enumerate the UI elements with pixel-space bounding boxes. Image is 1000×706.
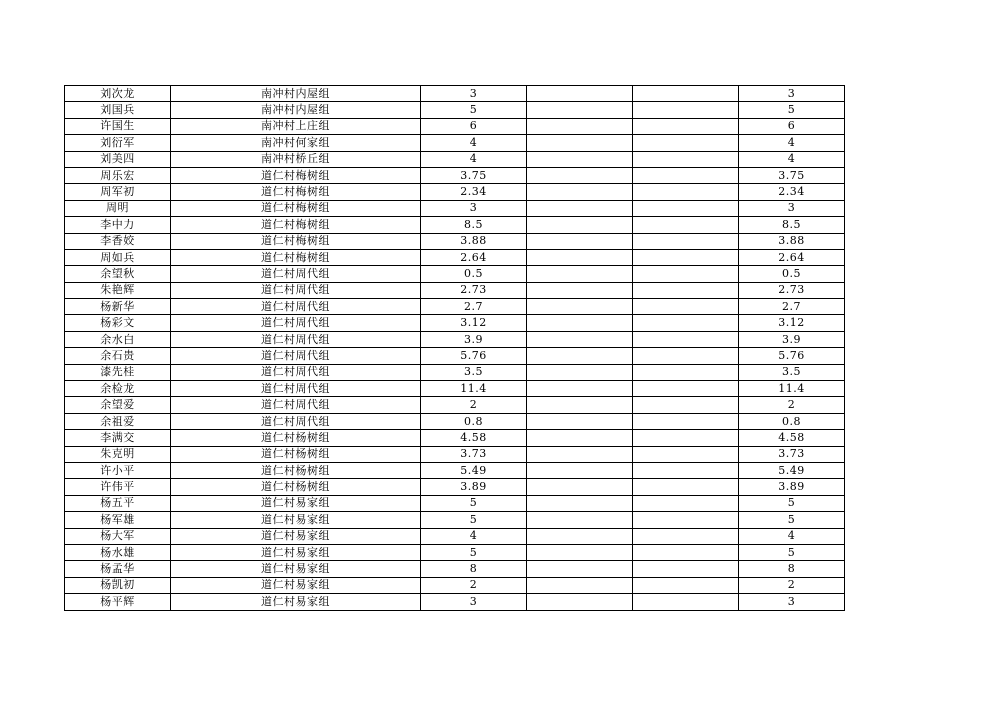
cell-value: 5 (421, 102, 527, 118)
cell-value: 3.73 (421, 446, 527, 462)
cell-name: 许小平 (65, 462, 171, 478)
cell-total: 8.5 (739, 217, 845, 233)
cell-value: 5 (421, 512, 527, 528)
cell-value: 8 (421, 561, 527, 577)
cell-total: 5 (739, 102, 845, 118)
cell-name: 杨新华 (65, 299, 171, 315)
cell-total: 5.76 (739, 348, 845, 364)
cell-name: 杨平辉 (65, 594, 171, 610)
cell-location: 道仁村周代组 (171, 413, 421, 429)
cell-name: 杨孟华 (65, 561, 171, 577)
table-row (65, 151, 845, 167)
cell-empty (527, 135, 633, 151)
cell-location: 道仁村易家组 (171, 528, 421, 544)
cell-empty (633, 462, 739, 478)
cell-empty (527, 200, 633, 216)
cell-empty (527, 102, 633, 118)
cell-total: 3 (739, 200, 845, 216)
cell-name: 杨凯初 (65, 577, 171, 593)
cell-empty (527, 364, 633, 380)
cell-empty (633, 315, 739, 331)
cell-empty (527, 315, 633, 331)
cell-location: 道仁村梅树组 (171, 167, 421, 183)
cell-value: 4 (421, 528, 527, 544)
cell-empty (633, 299, 739, 315)
cell-location: 道仁村易家组 (171, 544, 421, 560)
cell-value: 0.8 (421, 413, 527, 429)
cell-location: 道仁村周代组 (171, 282, 421, 298)
cell-empty (527, 430, 633, 446)
cell-location: 道仁村梅树组 (171, 184, 421, 200)
cell-empty (633, 479, 739, 495)
table-row (65, 184, 845, 200)
cell-total: 3.73 (739, 446, 845, 462)
cell-name: 周如兵 (65, 249, 171, 265)
cell-total: 3.75 (739, 167, 845, 183)
cell-empty (527, 217, 633, 233)
cell-value: 3 (421, 200, 527, 216)
cell-empty (633, 364, 739, 380)
cell-name: 漆先桂 (65, 364, 171, 380)
cell-value: 3.75 (421, 167, 527, 183)
cell-location: 道仁村周代组 (171, 348, 421, 364)
cell-total: 0.8 (739, 413, 845, 429)
cell-value: 4 (421, 135, 527, 151)
cell-empty (633, 118, 739, 134)
cell-empty (633, 135, 739, 151)
cell-total: 6 (739, 118, 845, 134)
cell-name: 李香姣 (65, 233, 171, 249)
cell-empty (527, 184, 633, 200)
cell-name: 李满交 (65, 430, 171, 446)
table-row (65, 266, 845, 282)
table-row (65, 495, 845, 511)
cell-name: 余望秋 (65, 266, 171, 282)
cell-empty (527, 167, 633, 183)
table-row (65, 249, 845, 265)
cell-empty (527, 561, 633, 577)
table-row (65, 594, 845, 610)
cell-empty (527, 462, 633, 478)
cell-empty (633, 331, 739, 347)
cell-location: 道仁村梅树组 (171, 217, 421, 233)
cell-total: 5 (739, 512, 845, 528)
cell-name: 许伟平 (65, 479, 171, 495)
cell-location: 南冲村上庄组 (171, 118, 421, 134)
cell-total: 3.9 (739, 331, 845, 347)
cell-name: 杨大军 (65, 528, 171, 544)
cell-value: 5.76 (421, 348, 527, 364)
table-row (65, 167, 845, 183)
cell-name: 杨五平 (65, 495, 171, 511)
cell-location: 道仁村易家组 (171, 577, 421, 593)
cell-location: 道仁村周代组 (171, 331, 421, 347)
table-row (65, 512, 845, 528)
cell-total: 3.5 (739, 364, 845, 380)
cell-total: 4 (739, 135, 845, 151)
table-row (65, 299, 845, 315)
cell-empty (633, 528, 739, 544)
cell-location: 道仁村梅树组 (171, 233, 421, 249)
cell-value: 2 (421, 397, 527, 413)
cell-name: 余检龙 (65, 381, 171, 397)
cell-location: 道仁村易家组 (171, 495, 421, 511)
cell-empty (527, 544, 633, 560)
cell-total: 3.12 (739, 315, 845, 331)
cell-value: 2.73 (421, 282, 527, 298)
cell-name: 李中力 (65, 217, 171, 233)
table-row (65, 577, 845, 593)
cell-name: 许国生 (65, 118, 171, 134)
cell-empty (527, 495, 633, 511)
cell-empty (633, 151, 739, 167)
cell-empty (633, 86, 739, 102)
cell-value: 4 (421, 151, 527, 167)
cell-location: 道仁村易家组 (171, 512, 421, 528)
cell-name: 杨彩文 (65, 315, 171, 331)
cell-value: 5 (421, 544, 527, 560)
cell-total: 2 (739, 577, 845, 593)
cell-name: 余望爱 (65, 397, 171, 413)
cell-location: 南冲村桥丘组 (171, 151, 421, 167)
cell-location: 南冲村内屋组 (171, 102, 421, 118)
cell-total: 5 (739, 495, 845, 511)
cell-total: 3.88 (739, 233, 845, 249)
table-row (65, 364, 845, 380)
cell-location: 道仁村周代组 (171, 397, 421, 413)
cell-empty (633, 495, 739, 511)
cell-empty (527, 151, 633, 167)
cell-value: 2.7 (421, 299, 527, 315)
cell-name: 周军初 (65, 184, 171, 200)
table-row (65, 315, 845, 331)
cell-empty (633, 544, 739, 560)
table-row (65, 462, 845, 478)
table-row (65, 135, 845, 151)
cell-value: 2.64 (421, 249, 527, 265)
cell-empty (527, 381, 633, 397)
cell-empty (527, 282, 633, 298)
table-row (65, 200, 845, 216)
cell-location: 道仁村梅树组 (171, 249, 421, 265)
cell-value: 3.89 (421, 479, 527, 495)
table-row (65, 331, 845, 347)
cell-value: 5 (421, 495, 527, 511)
cell-name: 朱克明 (65, 446, 171, 462)
cell-location: 道仁村杨树组 (171, 430, 421, 446)
cell-empty (527, 331, 633, 347)
table-row (65, 348, 845, 364)
cell-empty (633, 249, 739, 265)
cell-total: 2.7 (739, 299, 845, 315)
cell-empty (527, 86, 633, 102)
cell-value: 4.58 (421, 430, 527, 446)
cell-empty (633, 430, 739, 446)
cell-value: 6 (421, 118, 527, 134)
cell-empty (633, 102, 739, 118)
cell-empty (633, 233, 739, 249)
cell-value: 11.4 (421, 381, 527, 397)
cell-empty (527, 594, 633, 610)
cell-total: 5.49 (739, 462, 845, 478)
table-body (65, 86, 845, 611)
table-row (65, 233, 845, 249)
cell-total: 4 (739, 151, 845, 167)
table-row (65, 544, 845, 560)
table-row (65, 282, 845, 298)
cell-name: 刘衍军 (65, 135, 171, 151)
cell-name: 朱艳辉 (65, 282, 171, 298)
table-row (65, 102, 845, 118)
cell-location: 道仁村杨树组 (171, 446, 421, 462)
cell-empty (633, 348, 739, 364)
cell-location: 道仁村周代组 (171, 266, 421, 282)
table-row (65, 528, 845, 544)
cell-name: 刘次龙 (65, 86, 171, 102)
cell-empty (527, 348, 633, 364)
cell-empty (527, 233, 633, 249)
cell-value: 2 (421, 577, 527, 593)
table-row (65, 561, 845, 577)
cell-empty (633, 561, 739, 577)
cell-total: 4 (739, 528, 845, 544)
cell-value: 3.9 (421, 331, 527, 347)
table-row (65, 446, 845, 462)
cell-total: 2.73 (739, 282, 845, 298)
cell-empty (633, 217, 739, 233)
cell-empty (527, 479, 633, 495)
cell-empty (527, 512, 633, 528)
cell-name: 周乐宏 (65, 167, 171, 183)
cell-location: 道仁村周代组 (171, 299, 421, 315)
cell-empty (527, 299, 633, 315)
cell-name: 杨军雄 (65, 512, 171, 528)
data-table (64, 85, 845, 611)
cell-location: 道仁村易家组 (171, 561, 421, 577)
table-row (65, 397, 845, 413)
cell-value: 0.5 (421, 266, 527, 282)
cell-empty (633, 397, 739, 413)
cell-empty (633, 512, 739, 528)
cell-empty (633, 167, 739, 183)
cell-total: 8 (739, 561, 845, 577)
table-row (65, 217, 845, 233)
cell-location: 道仁村周代组 (171, 364, 421, 380)
cell-name: 余石贵 (65, 348, 171, 364)
cell-value: 3 (421, 86, 527, 102)
table-row (65, 430, 845, 446)
cell-name: 余祖爱 (65, 413, 171, 429)
cell-total: 4.58 (739, 430, 845, 446)
cell-empty (633, 594, 739, 610)
cell-location: 道仁村杨树组 (171, 462, 421, 478)
table-row (65, 118, 845, 134)
cell-name: 刘美四 (65, 151, 171, 167)
cell-total: 0.5 (739, 266, 845, 282)
cell-name: 刘国兵 (65, 102, 171, 118)
cell-empty (633, 577, 739, 593)
cell-total: 2.64 (739, 249, 845, 265)
cell-empty (527, 413, 633, 429)
cell-empty (527, 118, 633, 134)
table-row (65, 381, 845, 397)
cell-total: 11.4 (739, 381, 845, 397)
cell-total: 2 (739, 397, 845, 413)
cell-empty (527, 397, 633, 413)
cell-value: 3.12 (421, 315, 527, 331)
cell-empty (633, 200, 739, 216)
cell-value: 3 (421, 594, 527, 610)
cell-name: 周明 (65, 200, 171, 216)
cell-empty (633, 282, 739, 298)
cell-empty (527, 266, 633, 282)
table-row (65, 479, 845, 495)
cell-location: 南冲村内屋组 (171, 86, 421, 102)
table-row (65, 86, 845, 102)
cell-name: 余水白 (65, 331, 171, 347)
cell-location: 道仁村杨树组 (171, 479, 421, 495)
cell-location: 道仁村周代组 (171, 381, 421, 397)
cell-value: 3.5 (421, 364, 527, 380)
cell-empty (633, 446, 739, 462)
cell-value: 5.49 (421, 462, 527, 478)
cell-location: 南冲村何家组 (171, 135, 421, 151)
cell-empty (527, 446, 633, 462)
cell-total: 5 (739, 544, 845, 560)
cell-empty (633, 413, 739, 429)
cell-value: 8.5 (421, 217, 527, 233)
cell-name: 杨水雄 (65, 544, 171, 560)
cell-location: 道仁村周代组 (171, 315, 421, 331)
cell-value: 3.88 (421, 233, 527, 249)
cell-total: 3 (739, 594, 845, 610)
cell-empty (527, 249, 633, 265)
table-row (65, 413, 845, 429)
cell-empty (633, 381, 739, 397)
cell-empty (527, 528, 633, 544)
cell-total: 3 (739, 86, 845, 102)
cell-empty (527, 577, 633, 593)
cell-empty (633, 266, 739, 282)
cell-total: 3.89 (739, 479, 845, 495)
cell-value: 2.34 (421, 184, 527, 200)
cell-empty (633, 184, 739, 200)
cell-location: 道仁村梅树组 (171, 200, 421, 216)
cell-total: 2.34 (739, 184, 845, 200)
cell-location: 道仁村易家组 (171, 594, 421, 610)
